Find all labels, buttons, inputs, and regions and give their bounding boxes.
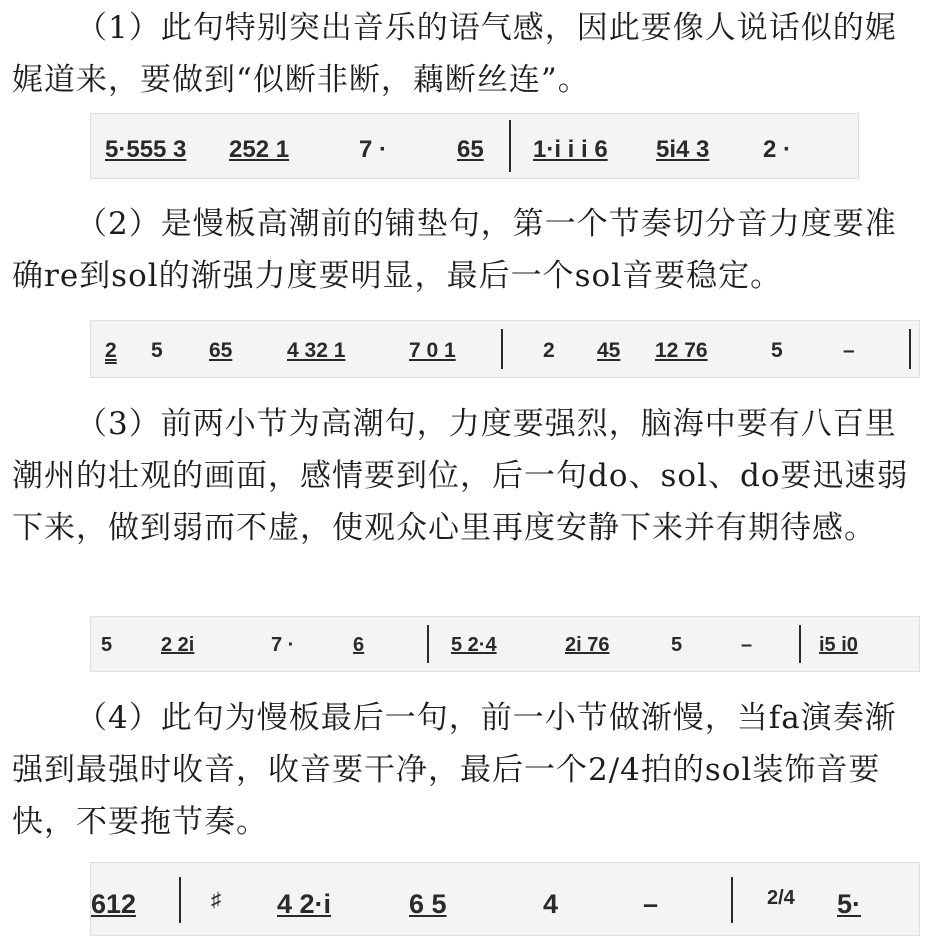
score-note: 2i 76 — [565, 634, 610, 656]
score-note: 5 2·4 — [451, 634, 497, 656]
barline — [427, 625, 429, 663]
paragraph-2: （2）是慢板高潮前的铺垫句，第一个节奏切分音力度要准确re到sol的渐强力度要明显，最后一个sol音要稳定。 — [12, 206, 897, 294]
score-example-2 — [90, 320, 920, 378]
score-example-4 — [90, 862, 920, 936]
score-note: i5 i0 — [819, 634, 858, 656]
paragraph-4: （4）此句为慢板最后一句，前一小节做渐慢，当fa演奏渐强到最强时收音，收音要干净，最后一个2/4拍的sol装饰音要快，不要拖节奏。 — [12, 700, 897, 840]
score-note: – — [643, 889, 659, 919]
barline — [501, 329, 503, 369]
score-note: 7 0 1 — [409, 339, 456, 362]
score-note: – — [843, 339, 855, 362]
score-note: 5i4 3 — [656, 136, 710, 163]
score-note: 2 — [105, 339, 117, 362]
score-note: – — [741, 634, 753, 656]
score-example-1 — [90, 113, 859, 179]
paragraph-1: （1）此句特别突出音乐的语气感，因此要像人说话似的娓娓道来，要做到“似断非断，藕断丝连”。 — [12, 10, 897, 98]
score-note: ♯ — [211, 889, 221, 911]
score-note: 6 — [353, 634, 365, 656]
paragraph-3: （3）前两小节为高潮句，力度要强烈，脑海中要有八百里潮州的壮观的画面，感情要到位，后一句do、sol、do要迅速弱下来，做到弱而不虚，使观众心里再度安静下来并有期待感。 — [12, 406, 909, 546]
score-example-3 — [90, 616, 920, 672]
score-note: 5 — [151, 339, 163, 362]
score-note: 45 — [597, 339, 621, 362]
score-note: 7 · — [359, 136, 388, 163]
score-note: 2/4 — [767, 887, 795, 909]
score-note: 4 32 1 — [287, 339, 346, 362]
score-note: 7 · — [271, 634, 295, 656]
barline — [799, 625, 801, 663]
score-note: 2 2i — [161, 634, 195, 656]
score-note: 5 — [771, 339, 783, 362]
score-note: 12 76 — [655, 339, 708, 362]
score-note: 5 — [671, 634, 683, 656]
score-note: 2 · — [763, 136, 792, 163]
score-note: 1·i i i 6 — [533, 136, 608, 163]
barline — [731, 877, 733, 923]
score-note: 5·555 3 — [105, 136, 187, 163]
score-note: 5· — [837, 889, 862, 919]
score-note: 5 — [101, 634, 113, 656]
score-note: 612 — [91, 889, 137, 919]
score-note: 65 — [457, 136, 484, 163]
score-note: 65 — [209, 339, 233, 362]
barline — [179, 877, 181, 923]
score-note: 2 — [543, 339, 555, 362]
score-note: 4 — [543, 889, 559, 919]
barline — [509, 120, 511, 172]
score-note: 6 5 — [409, 889, 447, 919]
score-note: 252 1 — [229, 136, 290, 163]
score-note: 4 2·i — [277, 889, 332, 919]
barline — [909, 329, 911, 369]
